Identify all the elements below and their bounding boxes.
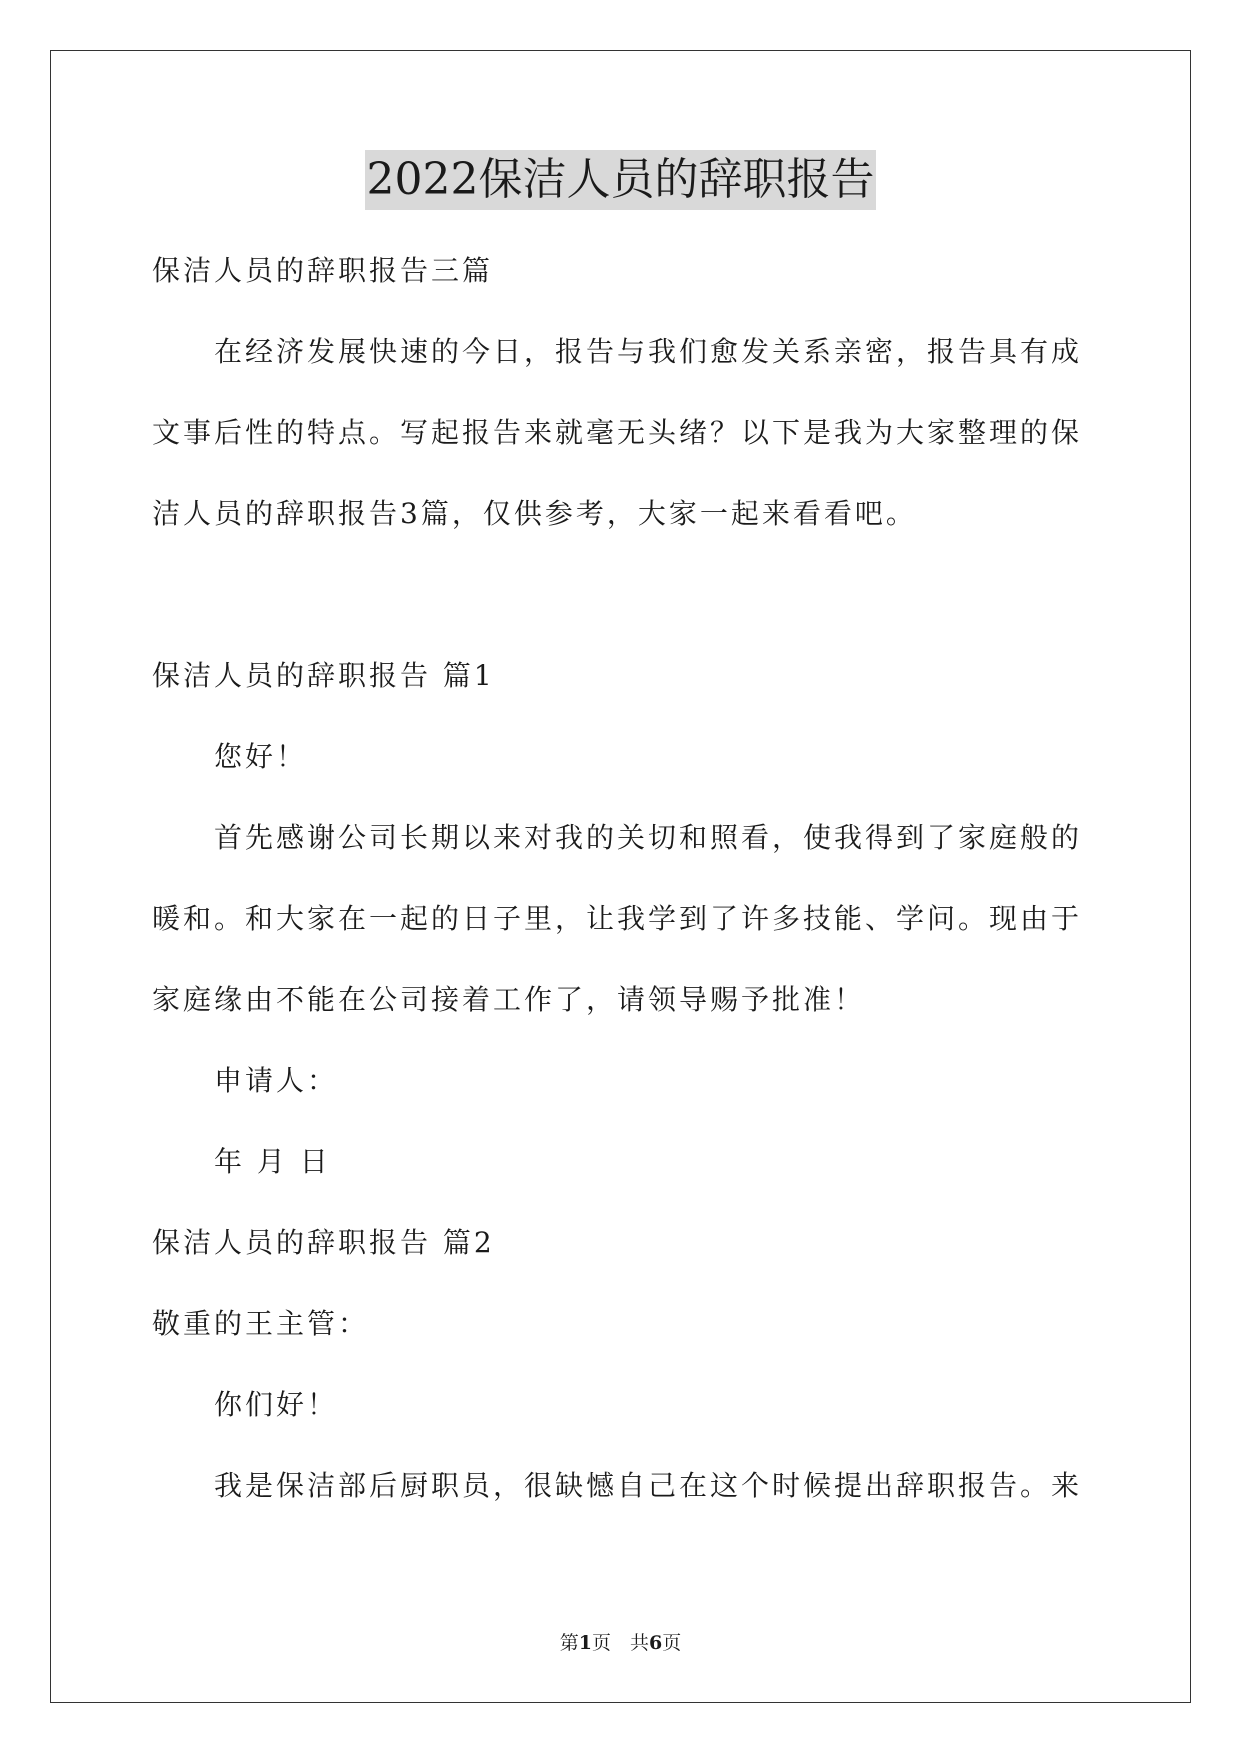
subtitle-line: 保洁人员的辞职报告三篇 [152,254,494,287]
applicant-line: 申请人： [214,1064,339,1097]
document-body [152,230,1092,1526]
paragraph-line: 洁人员的辞职报告3篇，仅供参考，大家一起来看看吧。 [152,497,917,530]
document-title: 2022保洁人员的辞职报告 [365,150,877,210]
footer-mid: 页 共 [591,1632,649,1654]
section-heading: 保洁人员的辞职报告 篇1 [152,659,495,692]
paragraph-line: 文事后性的特点。写起报告来就毫无头绪？以下是我为大家整理的保 [152,416,1083,449]
blank-line [152,554,1092,635]
paragraph-line: 家庭缘由不能在公司接着工作了，请领导赐予批准！ [152,983,866,1016]
section-heading: 保洁人员的辞职报告 篇2 [152,1226,495,1259]
date-line: 年 月 日 [214,1145,331,1178]
total-page-number: 6 [649,1632,663,1654]
paragraph-line: 首先感谢公司长期以来对我的关切和照看，使我得到了家庭般的 [214,821,1083,854]
paragraph-line: 我是保洁部后厨职员，很缺憾自己在这个时候提出辞职报告。来 [214,1469,1083,1502]
greeting-line: 您好！ [214,740,308,773]
paragraph-line: 在经济发展快速的今日，报告与我们愈发关系亲密，报告具有成 [214,335,1083,368]
page-footer [0,1628,1241,1655]
salutation-line: 敬重的王主管： [152,1307,370,1340]
footer-prefix: 第 [559,1632,579,1654]
greeting-line: 你们好！ [214,1388,339,1421]
title-container [0,150,1241,210]
footer-suffix: 页 [662,1632,682,1654]
current-page-number: 1 [578,1632,592,1654]
paragraph-line: 暖和。和大家在一起的日子里，让我学到了许多技能、学问。现由于 [152,902,1083,935]
